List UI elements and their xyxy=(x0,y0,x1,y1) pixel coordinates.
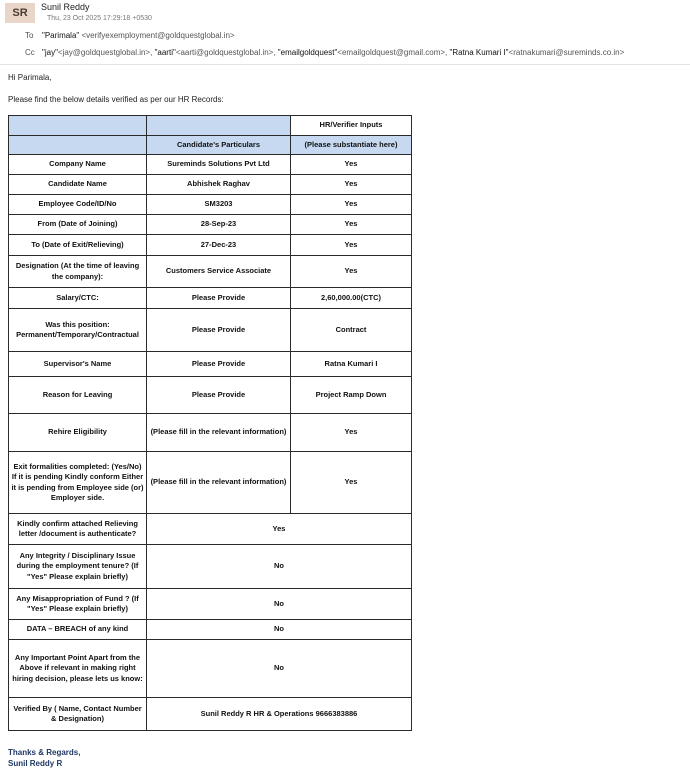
table-row xyxy=(9,235,412,256)
row-label: Candidate Name xyxy=(9,175,147,195)
hr-verification-table xyxy=(8,115,412,731)
intro-text: Please find the below details verified as per our HR Records: xyxy=(8,95,224,104)
table-row xyxy=(9,620,412,640)
row-label: To (Date of Exit/Relieving) xyxy=(9,235,147,256)
recipient-email[interactable]: <verifyexemployment@goldquestglobal.in> xyxy=(81,31,235,40)
recipient-email[interactable]: <aarti@goldquestglobal.in>, xyxy=(175,48,276,57)
table-row xyxy=(9,256,412,288)
table-row xyxy=(9,545,412,589)
to-recipients[interactable] xyxy=(42,31,235,40)
header-cell xyxy=(147,116,291,136)
row-input: Contract xyxy=(291,309,412,352)
table-row xyxy=(9,175,412,195)
table-row xyxy=(9,215,412,235)
table-row xyxy=(9,309,412,352)
recipient-email[interactable]: <ratnakumari@sureminds.co.in> xyxy=(508,48,625,57)
recipient-email[interactable]: <jay@goldquestglobal.in>, xyxy=(57,48,153,57)
email-header xyxy=(0,0,690,64)
cc-recipients[interactable] xyxy=(42,48,624,57)
recipient-name[interactable]: "aarti" xyxy=(154,48,176,57)
row-input: Yes xyxy=(291,175,412,195)
recipient-name[interactable]: "Ratna Kumari I" xyxy=(449,48,509,57)
row-label: Designation (At the time of leaving the company): xyxy=(9,256,147,288)
table-row xyxy=(9,155,412,175)
row-particular: SM3203 xyxy=(147,195,291,215)
row-label: Exit formalities completed: (Yes/No) If it is pending Kindly conform Either it is pending from Employee side (or) Employer side. xyxy=(9,452,147,514)
closing-thanks: Thanks & Regards, xyxy=(8,748,81,757)
row-value: No xyxy=(147,620,412,640)
header-cell: Candidate's Particulars xyxy=(147,136,291,155)
recipient-email[interactable]: <emailgoldquest@gmail.com>, xyxy=(337,48,448,57)
header-cell xyxy=(9,136,147,155)
greeting: Hi Parimala, xyxy=(8,73,52,82)
row-label: Any Important Point Apart from the Above if relevant in making right hiring decision, please lets us know: xyxy=(9,640,147,698)
header-cell xyxy=(9,116,147,136)
table-row xyxy=(9,698,412,731)
row-label: Rehire Eligibility xyxy=(9,414,147,452)
row-label: From (Date of Joining) xyxy=(9,215,147,235)
row-particular: Abhishek Raghav xyxy=(147,175,291,195)
row-input: Yes xyxy=(291,452,412,514)
row-input: Yes xyxy=(291,235,412,256)
signature-name: Sunil Reddy R xyxy=(8,759,63,768)
row-input: Yes xyxy=(291,155,412,175)
sender-name[interactable]: Sunil Reddy xyxy=(41,2,90,12)
row-particular: (Please fill in the relevant information) xyxy=(147,452,291,514)
table-header-row xyxy=(9,136,412,155)
row-label: Any Integrity / Disciplinary Issue during the employment tenure? (If "Yes" Please explain briefly) xyxy=(9,545,147,589)
row-particular: 27-Dec-23 xyxy=(147,235,291,256)
row-input: 2,60,000.00(CTC) xyxy=(291,288,412,309)
to-label: To xyxy=(25,31,34,40)
row-value: No xyxy=(147,640,412,698)
recipient-name[interactable]: "Parimala" xyxy=(42,31,80,40)
cc-label: Cc xyxy=(25,48,35,57)
row-particular: Customers Service Associate xyxy=(147,256,291,288)
row-input: Yes xyxy=(291,414,412,452)
row-input: Yes xyxy=(291,256,412,288)
row-label: Was this position: Permanent/Temporary/Contractual xyxy=(9,309,147,352)
row-value: No xyxy=(147,545,412,589)
header-cell: HR/Verifier Inputs xyxy=(291,116,412,136)
row-particular: (Please fill in the relevant information) xyxy=(147,414,291,452)
row-particular: Please Provide xyxy=(147,377,291,414)
table-row xyxy=(9,352,412,377)
row-label: Verified By ( Name, Contact Number & Designation) xyxy=(9,698,147,731)
row-particular: Please Provide xyxy=(147,352,291,377)
recipient-name[interactable]: "emailgoldquest" xyxy=(277,48,338,57)
row-label: Reason for Leaving xyxy=(9,377,147,414)
table-row xyxy=(9,195,412,215)
row-particular: 28-Sep-23 xyxy=(147,215,291,235)
row-value: No xyxy=(147,589,412,620)
row-label: DATA – BREACH of any kind xyxy=(9,620,147,640)
row-label: Employee Code/ID/No xyxy=(9,195,147,215)
row-label: Supervisor's Name xyxy=(9,352,147,377)
email-date: Thu, 23 Oct 2025 17:29:18 +0530 xyxy=(47,15,152,22)
row-label: Kindly confirm attached Relieving letter /document is authenticate? xyxy=(9,514,147,545)
row-input: Project Ramp Down xyxy=(291,377,412,414)
header-cell: (Please substantiate here) xyxy=(291,136,412,155)
row-particular: Please Provide xyxy=(147,309,291,352)
table-row xyxy=(9,452,412,514)
recipient-name[interactable]: "jay" xyxy=(42,48,58,57)
row-particular: Sureminds Solutions Pvt Ltd xyxy=(147,155,291,175)
row-input: Yes xyxy=(291,195,412,215)
header-divider xyxy=(0,64,690,65)
row-value: Sunil Reddy R HR & Operations 9666383886 xyxy=(147,698,412,731)
row-label: Salary/CTC: xyxy=(9,288,147,309)
table-row xyxy=(9,640,412,698)
table-row xyxy=(9,589,412,620)
row-label: Any Misappropriation of Fund ? (If "Yes" Please explain briefly) xyxy=(9,589,147,620)
table-row xyxy=(9,414,412,452)
avatar[interactable]: SR xyxy=(5,3,35,23)
table-row xyxy=(9,288,412,309)
table-row xyxy=(9,514,412,545)
table-row xyxy=(9,377,412,414)
row-input: Ratna Kumari I xyxy=(291,352,412,377)
row-value: Yes xyxy=(147,514,412,545)
row-label: Company Name xyxy=(9,155,147,175)
row-input: Yes xyxy=(291,215,412,235)
row-particular: Please Provide xyxy=(147,288,291,309)
table-header-row xyxy=(9,116,412,136)
